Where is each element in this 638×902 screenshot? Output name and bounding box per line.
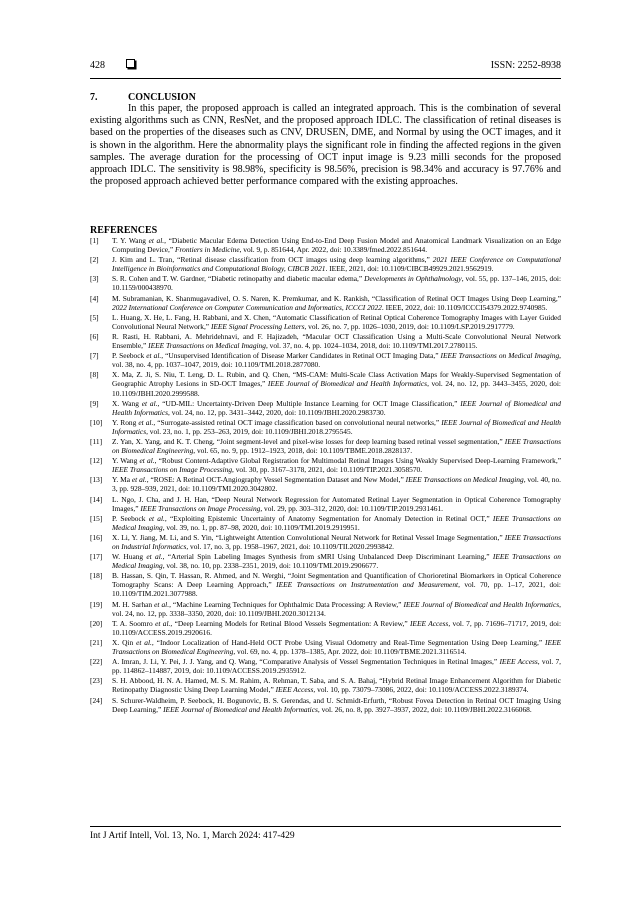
reference-et-al: et al.	[131, 475, 147, 485]
reference-details: , vol. 7, pp. 71696–71717, 2019, doi: 10.1109/ACCESS.2019.2920616.	[112, 618, 561, 637]
reference-item	[90, 514, 561, 532]
reference-venue: IEEE Transactions on Biomedical Engineering	[112, 436, 561, 456]
reference-details: , vol. 38, no. 10, pp. 2338–2351, 2019, doi: 10.1109/TMI.2019.2906677.	[162, 561, 379, 571]
reference-venue: IEEE Transactions on Image Processing	[140, 503, 261, 513]
reference-item	[90, 313, 561, 331]
reference-details: , vol. 10, pp. 73079–73086, 2022, doi: 10.1109/ACCESS.2022.3189374.	[313, 685, 529, 695]
reference-details: , vol. 9, p. 851644, Apr. 2022, doi: 10.3389/fmed.2022.851644.	[239, 245, 428, 255]
reference-venue: Frontiers in Medicine	[175, 245, 240, 255]
header-divider	[90, 78, 561, 79]
reference-authors-title: L. Huang, X. He, L. Fang, H. Rabbani, and X. Chen, “Automatic Classification of Retinal Optical Coherence Tomography Images with Layer Guided Convolutional Neural Network,”	[112, 312, 561, 331]
reference-details: , vol. 17, no. 3, pp. 1958–1967, 2021, doi: 10.1109/TII.2020.2993842.	[186, 542, 395, 551]
reference-item	[90, 657, 561, 675]
reference-details: . IEEE, 2021, doi: 10.1109/CIBCB49929.2021.9562919.	[325, 264, 494, 274]
reference-authors-title: M. Subramanian, K. Shanmugavadivel, O. S. Naren, K. Premkumar, and K. Rankish, “Classification of Retinal OCT Images Using Deep Learning,”	[112, 293, 561, 303]
reference-authors-title: P. Seebock	[112, 513, 149, 523]
reference-venue: 2021 IEEE Conference on Computational Intelligence in Bioinformatics and Computational Biology, CIBCB 2021	[112, 255, 561, 274]
section-title: CONCLUSION	[128, 92, 196, 103]
reference-authors-title: P. Seebock	[112, 351, 147, 361]
reference-authors-title: Z. Yan, X. Yang, and K. T. Cheng, “Joint segment-level and pixel-wise losses for deep learning based retinal vessel segmentation,”	[112, 436, 505, 446]
reference-number: [13]	[90, 475, 103, 485]
reference-item	[90, 552, 561, 570]
reference-title: , “ROSE: A Retinal OCT-Angiography Vessel Segmentation Dataset and New Model,”	[146, 475, 406, 485]
reference-et-al: et al.	[154, 599, 170, 609]
reference-item	[90, 495, 561, 513]
reference-number: [15]	[90, 513, 103, 523]
reference-authors-title: T. A. Soomro	[112, 618, 156, 628]
reference-item	[90, 437, 561, 455]
reference-authors-title: A. Imran, J. Li, Y. Pei, J. J. Yang, and Q. Wang, “Comparative Analysis of Vessel Segmentation Techniques in Retinal Images,”	[112, 657, 500, 667]
reference-et-al: et al.	[138, 417, 154, 427]
conclusion-paragraph: In this paper, the proposed approach is called an integrated approach. This is the combination of several existing algorithms such as CNN, ResNet, and the proposed approach IDLC. The classification of retinal diseases is based on the properties of the diseases such as CNV, DRUSEN, DME, and Normal by using the OCT images, and it is shown in the algorithm. Here the abnormality plays the significant role in finding the affected regions in the given samples. The average duration for the processing of OCT input image is 9.23 milli seconds for the proposed approach IDLC. The sensitivity is 98.98%, specificity is 98.56%, precision is 98.34% and accuracy is 97.76% and the proposed approach achieved better performance compared with the existing approaches.	[90, 103, 561, 188]
reference-venue: Developments in Ophthalmology	[364, 274, 462, 284]
reference-number: [21]	[90, 637, 103, 647]
reference-venue: IEEE Journal of Biomedical and Health Informatics	[403, 599, 560, 609]
reference-authors-title: S. R. Cohen and T. W. Gardner, “Diabetic retinopathy and diabetic macular edema,”	[112, 274, 365, 284]
reference-venue: IEEE Access	[499, 657, 538, 667]
reference-venue: 2022 International Conference on Computer Communication and Informatics, ICCCI 2022	[112, 302, 382, 312]
reference-authors-title: J. Kim and L. Tran, “Retinal disease classification from OCT images using deep learning algorithms,”	[112, 255, 433, 265]
reference-number: [20]	[90, 618, 103, 628]
footer-divider	[90, 826, 561, 827]
reference-item	[90, 399, 561, 417]
reference-authors-title: R. Rasti, H. Rabbani, A. Mehridehnavi, and F. Hajizadeh, “Macular OCT Classification Using a Multi-Scale Convolutional Neural Network Ensemble,”	[112, 331, 561, 351]
reference-item	[90, 676, 561, 694]
reference-number: [4]	[90, 293, 99, 303]
reference-authors-title: B. Hassan, S. Qin, T. Hassan, R. Ahmed, and N. Werghi, “Joint Segmentation and Quantification of Chorioretinal Biomarkers in Optical Coherence Tomography Scans: A Deep Learning Approach,”	[112, 571, 561, 590]
reference-authors-title: T. Y. Wang	[112, 236, 149, 245]
reference-title: , “Robust Content-Adaptive Global Registration for Multimodal Retinal Images Using Weakly Supervised Deep-Learning Framework,”	[154, 456, 561, 466]
reference-number: [10]	[90, 417, 103, 427]
reference-venue: IEEE Transactions on Instrumentation and Measurement	[276, 580, 459, 590]
reference-details: , vol. 70, pp. 1–17, 2021, doi: 10.1109/TIM.2021.3077988.	[112, 580, 561, 599]
reference-item	[90, 533, 561, 551]
reference-item	[90, 332, 561, 350]
reference-number: [17]	[90, 552, 103, 562]
reference-venue: IEEE Transactions on Medical Imaging	[112, 513, 561, 532]
reference-details: , vol. 24, no. 12, pp. 3443–3455, 2020, doi: 10.1109/JBHI.2020.2999588.	[112, 379, 561, 398]
reference-number: [11]	[90, 436, 103, 446]
reference-authors-title: L. Ngo, J. Cha, and J. H. Han, “Deep Neural Network Regression for Automated Retinal Layer Segmentation in Optical Coherence Tomography Images,”	[112, 494, 561, 513]
reference-authors-title: X. Qin	[112, 637, 137, 647]
checkbox-square-icon	[126, 59, 135, 68]
reference-details: , vol. 39, no. 1, pp. 87–98, 2020, doi: 10.1109/TMI.2019.2919951.	[162, 522, 360, 532]
reference-number: [18]	[90, 571, 103, 581]
reference-venue: IEEE Journal of Biomedical and Health Informatics	[112, 417, 562, 436]
reference-details: , vol. 38, no. 4, pp. 1037–1047, 2019, doi: 10.1109/TMI.2018.2877080.	[112, 351, 562, 370]
reference-venue: IEEE Journal of Biomedical and Health Informatics	[163, 704, 318, 714]
reference-title: , “Arterial Spin Labeling Images Synthesis from sMRI Using Unbalanced Deep Discriminant Learning,”	[162, 552, 493, 562]
reference-authors-title: Y. Wang	[112, 456, 140, 466]
reference-title: , “Diabetic Macular Edema Detection Using End-to-End Deep Fusion Model and Anatomical Landmark Visualization on an Edge Computing Device,”	[112, 236, 561, 255]
reference-number: [16]	[90, 532, 103, 542]
reference-venue: IEEE Journal of Biomedical and Health Informatics	[267, 379, 428, 389]
reference-item	[90, 370, 561, 397]
reference-number: [2]	[90, 255, 99, 265]
reference-details: , vol. 24, no. 12, pp. 3431–3442, 2020, doi: 10.1109/JBHI.2020.2983730.	[168, 407, 386, 417]
reference-venue: IEEE Transactions on Image Processing	[112, 465, 233, 475]
reference-authors-title: S. H. Abbood, H. N. A. Hamed, M. S. M. Rahim, A. Rehman, T. Saba, and S. A. Bahaj, “Hybrid Retinal Image Enhancement Algorithm for Diabetic Retinopathy Diagnostic Using Deep Learning Model,”	[112, 676, 561, 695]
reference-item	[90, 255, 561, 273]
reference-details: , vol. 40, no. 3, pp. 928–939, 2021, doi: 10.1109/TMI.2020.3042802.	[112, 475, 561, 494]
reference-item	[90, 351, 561, 369]
reference-et-al: et al.	[136, 637, 152, 647]
reference-authors-title: M. H. Sarhan	[112, 599, 155, 609]
reference-item	[90, 638, 561, 656]
reference-item	[90, 475, 561, 493]
reference-et-al: et al.	[146, 351, 162, 361]
reference-item	[90, 274, 561, 292]
reference-authors-title: Y. Ma	[112, 475, 132, 485]
reference-et-al: et al.	[148, 236, 165, 245]
reference-number: [6]	[90, 331, 99, 341]
reference-details: , vol. 29, pp. 303–312, 2020, doi: 10.1109/TIP.2019.2931461.	[260, 503, 444, 513]
reference-venue: IEEE Transactions on Biomedical Engineering	[112, 637, 562, 657]
reference-details: , vol. 26, no. 7, pp. 1026–1030, 2019, doi: 10.1109/LSP.2019.2917779.	[304, 321, 515, 331]
reference-item	[90, 571, 561, 598]
reference-number: [19]	[90, 599, 103, 609]
references-heading: REFERENCES	[90, 225, 158, 236]
reference-authors-title: W. Huang	[112, 552, 147, 562]
page-header	[90, 58, 561, 74]
reference-venue: IEEE Access	[409, 618, 449, 628]
reference-venue: IEEE Journal of Biomedical and Health Informatics	[112, 398, 561, 417]
reference-venue: IEEE Transactions on Industrial Informatics	[112, 532, 561, 551]
reference-title: , “Exploiting Epistemic Uncertainty of Anatomy Segmentation for Anomaly Detection in Retinal OCT,”	[164, 513, 493, 523]
reference-et-al: et al.	[155, 618, 171, 628]
reference-authors-title: X. Ma, Z. Ji, S. Niu, T. Leng, D. L. Rubin, and Q. Chen, “MS-CAM: Multi-Scale Class Activation Maps for Weakly-Supervised Segmentation of Geographic Atrophy Lesions in SD-OCT Images,”	[112, 370, 561, 389]
reference-title: , “UD-MIL: Uncertainty-Driven Deep Multiple Instance Learning for OCT Image Classification,”	[157, 398, 461, 408]
reference-number: [5]	[90, 312, 99, 322]
reference-et-al: et al.	[141, 398, 158, 408]
reference-number: [22]	[90, 657, 103, 667]
reference-number: [7]	[90, 351, 99, 361]
reference-venue: IEEE Transactions on Medical Imaging	[148, 341, 266, 351]
reference-venue: IEEE Transactions on Medical Imaging	[440, 351, 560, 361]
reference-details: , vol. 24, no. 12, pp. 3338–3350, 2020, doi: 10.1109/JBHI.2020.3012134.	[112, 599, 561, 618]
footer-citation: Int J Artif Intell, Vol. 13, No. 1, March 2024: 417-429	[90, 831, 295, 841]
reference-details: , vol. 37, no. 4, pp. 1024–1034, 2018, doi: 10.1109/TMI.2017.2780115.	[265, 341, 478, 351]
reference-details: . IEEE, 2022, doi: 10.1109/ICCCI54379.2022.9740985.	[381, 302, 548, 312]
reference-title: , “Indoor Localization of Hand-Held OCT Probe Using Visual Odometry and Real-Time Segmentation Using Deep Learning,”	[151, 637, 545, 647]
reference-title: , “Surrogate-assisted retinal OCT image classification based on convolutional neural networks,”	[153, 417, 442, 427]
reference-title: , “Unsupervised Identification of Disease Marker Candidates in Retinal OCT Imaging Data,”	[161, 351, 441, 361]
reference-number: [24]	[90, 695, 103, 705]
reference-item	[90, 456, 561, 474]
reference-authors-title: Y. Rong	[112, 417, 139, 427]
reference-number: [3]	[90, 274, 99, 284]
reference-authors-title: X. Wang	[112, 398, 142, 408]
reference-venue: IEEE Transactions on Medical Imaging	[405, 475, 524, 485]
reference-authors-title: S. Schurer-Waldheim, P. Seebock, H. Bogunovic, B. S. Gerendas, and U. Schmidt-Erfurth, “Robust Fovea Detection in Retinal OCT Imaging Using Deep Learning,”	[112, 695, 561, 714]
reference-authors-title: X. Li, Y. Jiang, M. Li, and S. Yin, “Lightweight Attention Convolutional Neural Network for Retinal Vessel Image Segmentation,”	[112, 532, 505, 542]
reference-details: , vol. 30, pp. 3167–3178, 2021, doi: 10.1109/TIP.2021.3058570.	[232, 465, 423, 475]
reference-details: , vol. 69, no. 4, pp. 1378–1385, Apr. 2022, doi: 10.1109/TBME.2021.3116514.	[233, 647, 467, 657]
reference-venue: IEEE Signal Processing Letters	[210, 321, 305, 331]
reference-venue: IEEE Access	[275, 685, 314, 695]
section-heading	[90, 92, 196, 103]
reference-venue: IEEE Transactions on Medical Imaging	[112, 552, 561, 571]
reference-et-al: et al.	[139, 456, 155, 466]
reference-et-al: et al.	[146, 552, 163, 562]
reference-number: [14]	[90, 494, 103, 504]
reference-number: [1]	[90, 236, 99, 245]
page-number: 428	[90, 60, 105, 71]
reference-item	[90, 600, 561, 618]
reference-number: [12]	[90, 456, 103, 466]
reference-details: , vol. 7, pp. 114862–114887, 2019, doi: 10.1109/ACCESS.2019.2935912.	[112, 657, 562, 676]
issn-label: ISSN: 2252-8938	[490, 60, 561, 71]
reference-item	[90, 696, 561, 714]
reference-details: , vol. 55, pp. 137–146, 2015, doi: 10.1159/000438970.	[112, 274, 562, 293]
reference-details: , vol. 65, no. 9, pp. 1912–1923, 2018, doi: 10.1109/TBME.2018.2828137.	[193, 446, 413, 456]
reference-title: , “Machine Learning Techniques for Ophthalmic Data Processing: A Review,”	[169, 599, 404, 609]
reference-title: , “Deep Learning Models for Retinal Blood Vessels Segmentation: A Review,”	[170, 618, 410, 628]
reference-list	[90, 236, 561, 715]
reference-item	[90, 619, 561, 637]
reference-number: [8]	[90, 370, 99, 380]
reference-number: [23]	[90, 676, 103, 686]
reference-details: , vol. 23, no. 1, pp. 253–263, 2019, doi: 10.1109/JBHI.2018.2795545.	[146, 426, 353, 436]
reference-number: [9]	[90, 398, 99, 408]
reference-item	[90, 418, 561, 436]
reference-item	[90, 294, 561, 312]
reference-item	[90, 236, 561, 254]
reference-details: , vol. 26, no. 8, pp. 3927–3937, 2022, doi: 10.1109/JBHI.2022.3166068.	[317, 704, 532, 714]
reference-et-al: et al.	[148, 513, 165, 523]
section-number: 7.	[90, 92, 98, 103]
